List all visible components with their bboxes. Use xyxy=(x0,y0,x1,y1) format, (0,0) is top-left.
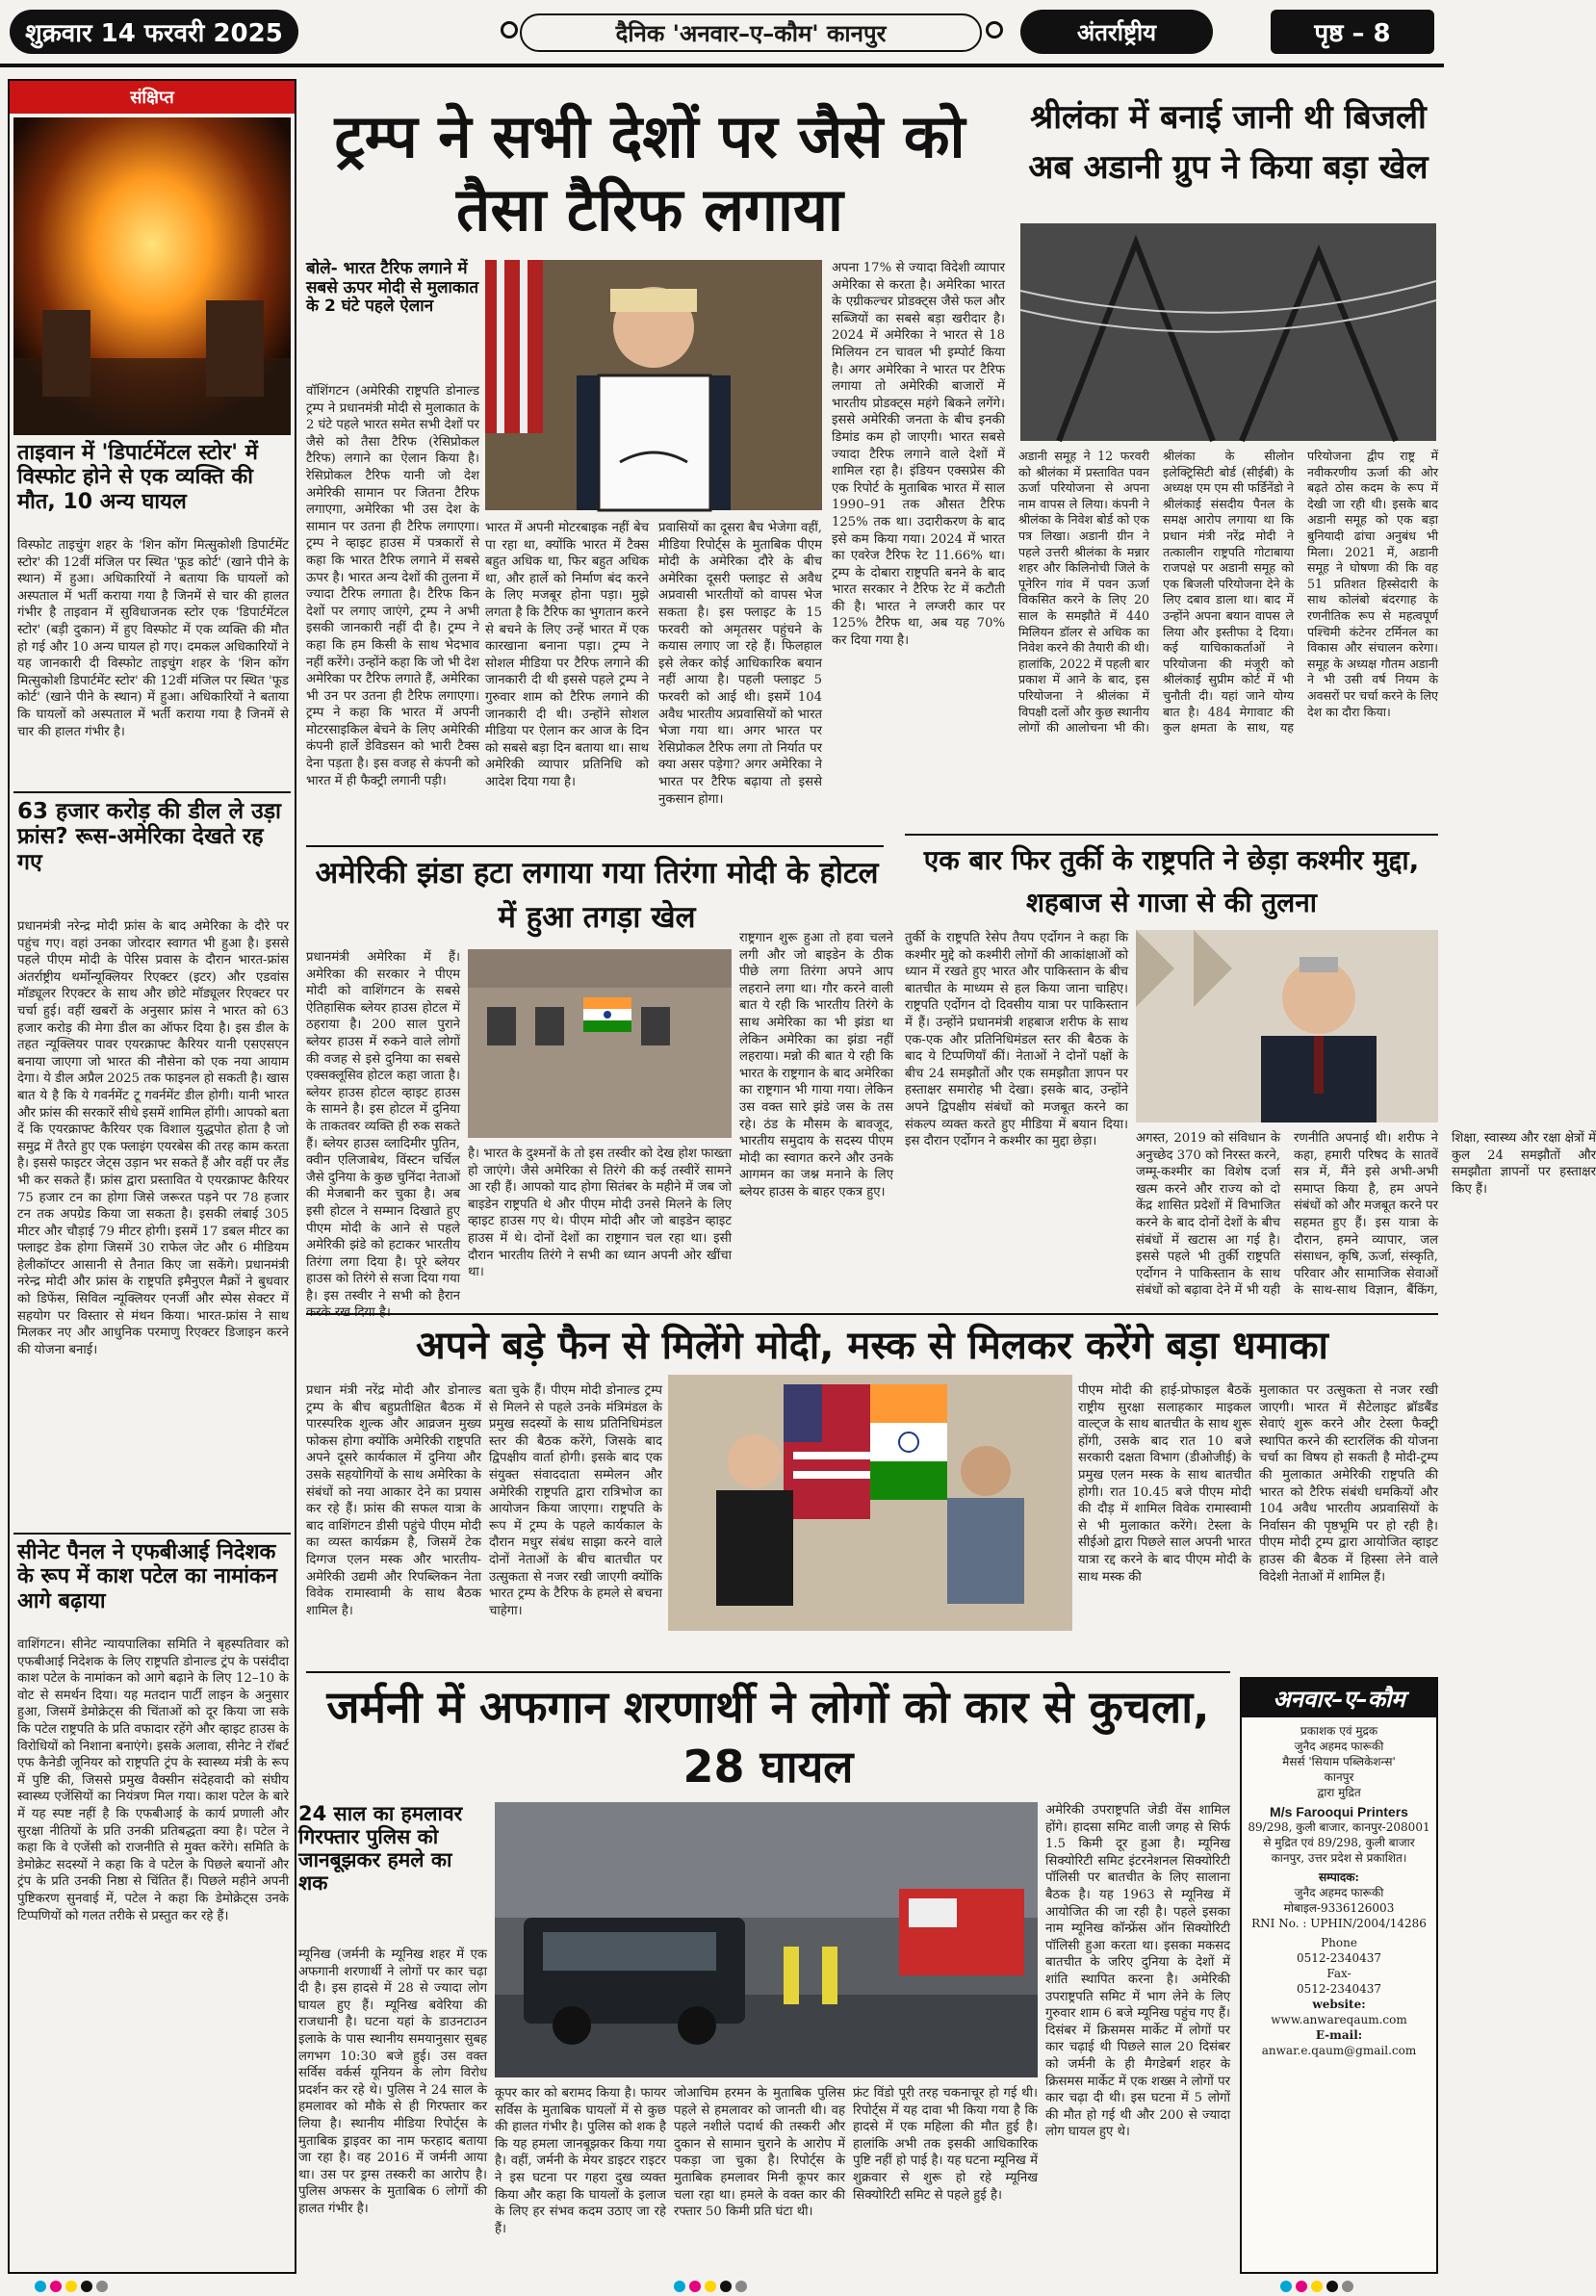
tiranga-col-1: प्रधानमंत्री अमेरिका में हैं। अमेरिका की सरकार ने पीएम मोदी को वाशिंगटन के सबसे ऐतिहासिक ब्लेयर हाउस होटल में ठहराया है। 200 साल पुराने ब्लेयर हाउस में रुकने वाले लोगों की वजह से इसे दुनिया का सबसे एक्सक्लूसिव होटल कहा जाता है। ब्लेयर हाउस होटल व्हाइट हाउस के सामने है। इस होटल में दुनिया के ताकतवर व्यक्ति ही रुक सकते हैं। ब्लेयर हाउस व्लादिमीर पुतिन, क्वीन एलिजाबेथ, विंस्टन चर्चिल जैसे दुनिया के कुछ चुनिंदा नेताओं की मेजबानी कर चुका है। अब इसी होटल ने सम्मान दिखाते हुए पीएम मोदी के आने से पहले अमेरिकी झंडे को हटाकर भारतीय तिरंगा लगा दिया है। पूरे ब्लेयर हाउस को तिरंगे से सजा दिया गया है। इस तस्वीर ने सभी को हैरान xyxy=(306,950,461,1303)
issue-date: शुक्रवार 14 फरवरी 2025 xyxy=(10,10,298,54)
germany-col-5: अमेरिकी उपराष्ट्रपति जेडी वेंस शामिल होंगे। हादसा समिट वाली जगह से सिर्फ 1.5 किमी दूर हुआ है। म्यूनिख सिक्योरिटी समिट इंटरनेशनल सिक्योरिटी पॉलिसी पर बातचीत के लिए सालाना बैठक है। यह 1963 से म्यूनिख में आयोजित की जा रही है। पहले इसका नाम म्यूनिख कॉन्फ्रेंस ऑन सिक्योरिटी पॉलिसी हुआ करता था। इसका मकसद बातचीत के जरिए दुनिया के देशों में शांति स्थापित करना है। अमेरिकी उपराष्ट्रपति समिट में भाग लेने के लिए गुरुवार शाम 6 बजे म्यूनिख पहुंच गए हैं। दिसंबर में क्रिसमस मार्केट में लोगों पर कार चढ़ाई थी पिछले साल 20 दिसंबर को जर्मनी के ही मैगडेबर्ग शहर के क्रिसमस मार्केट में एक शख्स ने लोगों पर कार चढ़ा दी थी। इस घटना में 5 लोगों की मौत हो गई थी और 200 से ज्यादा लोग घायल हुए थे। xyxy=(1045,1803,1230,2140)
germany-col-1: म्यूनिख (जर्मनी के म्यूनिख शहर में एक अफगानी शरणार्थी ने लोगों पर कार चढ़ा दी है। इस हादसे में 28 से ज्यादा लोग घायल हुए हैं। म्यूनिख बवेरिया की राजधानी है। घटना यहां के डाउनटाउन इलाके के पास स्थानीय समयानुसार सुबह लगभग 10:30 बजे हुई। उस वक्त सर्विस वर्कर्स यूनियन के लोग विरोध प्रदर्शन कर रहे थे। पुलिस ने 24 साल के हमलावर को मौके से ही गिरफ्तार कर लिया है। स्थानीय मीडिया रिपोर्ट्स के मुताबिक ड्राइवर का नाम फरहाद बताया जा रहा है। वह 2016 में जर्मनी आया था। उस पर ड्रग्स तस्करी का आरोप है। पुलिस अफसर के मुताबिक 6 लोगों की हालत गंभीर है। xyxy=(298,1948,487,2216)
adani-headline: श्रीलंका में बनाई जानी थी बिजली अब अडानी ग्रुप ने किया बड़ा खेल xyxy=(1028,98,1429,187)
turkey-col-2: अगस्त, 2019 को संविधान के अनुच्छेद 370 को निरस्त करने, जम्मू-कश्मीर का विशेष दर्जा खत्म करने और राज्य को दो केंद्र शासित प्रदेशों में विभाजित करने के बाद दोनों देशों के बीच संबंधों में खटास आ गई है। इससे पहले भी तुर्की राष्ट्रपति एर्दोगन ने पाकिस्तान के साथ संबंधों को बढ़ावा देने में भी यही रणनीति अपनाई थी। शरीफ ने कहा, हमारी परिषद के सातवें सत्र में, मैंने इसे अभी-अभी समाप्त किया है, हम अपने संबंधों को और मजबूत करने पर सहमत हुए हैं। इस यात्रा के दौरान, हमने व्यापार, जल संसाधन, कृषि, ऊर्जा, संस्कृति, परिवार और सामाजिक सेवाओं के साथ-साथ विज्ञान, बैंकिंग, शिक्षा, स्वास्थ्य और रक्षा क्षेत्रों में कुल 24 समझौतों और समझौता ज्ञापनों पर हस्ताक्षर किए हैं। xyxy=(1136,1131,1596,1299)
imprint-address: 89/298, कुली बाजार, कानपुर-208001 से मुद्रित एवं 89/298, कुली बाजार कानपुर, उत्तर प्रदेश से प्रकाशित। xyxy=(1248,1820,1430,1865)
brief-1-title: ताइवान में 'डिपार्टमेंटल स्टोर' में विस्फोट होने से एक व्यक्ति की मौत, 10 अन्य घायल xyxy=(17,441,258,514)
imprint-line: जुनैद अहमद फारूकी xyxy=(1294,1740,1384,1753)
imprint-note xyxy=(1045,2208,1236,2274)
turkey-col-1: तुर्की के राष्ट्रपति रेसेप तैयप एर्दोगन ने कहा कि कश्मीर मुद्दे को कश्मीरी लोगों की आकांक्षाओं को ध्यान में रखते हुए भारत और पाकिस्तान के बीच बातचीत के माध्यम से हल किया जाना चाहिए। राष्ट्रपति एर्दोगन दो दिवसीय यात्रा पर पाकिस्तान में हैं। उन्होंने प्रधानमंत्री शहबाज शरीफ के साथ एक-एक और प्रतिनिधिमंडल स्तर की बैठक के बाद ये टिप्पणियाँ कीं। नेताओं ने दोनों पक्षों के बीच 24 समझौतों और एक समझौता ज्ञापन पर हस्ताक्षर समारोह भी देखा। इसके बाद, उन्होंने अपने द्विपक्षीय संबंधों को मजबूत करने का संकल्प व्यक्त करते हुए मीडिया में बयान दिया। इस दौरान एर्दोगन ने कश्मीर का मुद्दा छेड़ा। xyxy=(905,931,1128,1149)
musk-col-2a: बता चुके हैं। पीएम मोदी डोनाल्ड ट्रम्प से मिलने से पहले उनके मंत्रिमंडल के प्रमुख सदस्यों के साथ प्रतिनिधिमंडल स्तर की बैठक करेंगे, जिसके बाद द्विपक्षीय वार्ता होगी। इसके बाद एक संयुक्त संवाददाता सम्मेलन और अमेरिकी राष्ट्रपति द्वारा रात्रिभोज का आयोजन किया जाएगा। राष्ट्रपति के रूप में ट्रम्प के पहले कार्यकाल के दौरान मधुर संबंध साझा करने वाले दोनों नेताओं के बीच बातचीत पर उत्सुकता से नजर रखी जाएगी क्योंकि भारत ट्रम्प के टैरिफ के हमले से बचना चाहेगा। xyxy=(489,1383,662,1618)
divider xyxy=(905,834,1438,836)
brief-3-body: वाशिंगटन। सीनेट न्यायपालिका समिति ने बृहस्पतिवार को एफबीआई निदेशक के लिए राष्ट्रपति डोनाल्ड ट्रंप के पसंदीदा काश पटेल के नामांकन को आगे बढ़ाने के लिए 12–10 के वोट से समर्थन दिया। यह मतदान पार्टी लाइन के अनुसार हुआ, जिसमें डेमोक्रेट्स की चिंताओं को दूर किया जा सके कि पटेल राष्ट्रपति के प्रति वफादार रहेंगे और व्हाइट हाउस के विरोधियों को निशाना बनाएंगे। इसके अलावा, सीनेट ने रॉबर्ट एफ कैनेडी जूनियर को राष्ट्रपति ट्रंप के स्वास्थ्य मंत्री के रूप में पुष्टि की, जिससे प्रमुख वैक्सीन संदेहवादी को संघीय स्वास्थ्य एजेंसियों का नियंत्रण मिल गया। काश पटेल के बारे में यह स्पष्ट नहीं है कि एफबीआई के कार्य प्रणाली और सुरक्षा नीतियों के प्रति उनकी प्रतिबद्धता क्या है। पटेल ने कहा कि वे एजेंसी को राजनीति से मुक्त करेंगे। समिति के डेमोक्रेट सदस्यों ने कहा कि वे पटेल के पिछले बयानों और ट्रंप के प्रति उनकी निष्ठा से चिंतित हैं। पिछले महीने अपनी पुष्टिकरण सुनवाई में, पटेल ने कहा कि डेमोक्रेट्स उनके टिप्पणियों को गलत तरीके से प्रस्तुत कर रहे हैं। xyxy=(17,1638,289,1923)
divider xyxy=(306,845,884,847)
brief-column xyxy=(8,79,296,2274)
imprint-text xyxy=(1248,1723,1430,2058)
imprint-box xyxy=(1240,1677,1438,2274)
adani-body: अडानी समूह ने 12 फरवरी को श्रीलंका में प्रस्तावित पवन ऊर्जा परियोजना से अपना नाम वापस ले लिया। कंपनी ने श्रीलंका के निवेश बोर्ड को एक पत्र लिखा। अडानी ग्रीन ने पहले उत्तरी श्रीलंका के मन्नार शहर और किलिनोची जिले के पूनेरिन गांव में पवन ऊर्जा विकसित करने के लिए 20 साल के समझौते में 440 मिलियन डॉलर से अधिक का निवेश करने की तैयारी की थी। हालांकि, 2022 में पहली बार प्रकाश में आने के बाद, इस परियोजना ने श्रीलंका में विपक्षी दलों और कुछ स्थानीय लोगों की आलोचना भी की। श्रीलंका के सीलोन इलेक्ट्रिसिटी बोर्ड (सीईबी) के अध्यक्ष एम एम सी फर्डिनेंडो ने श्रीलंकाई संसदीय पैनल के समक्ष आरोप लगाया था कि प्रधान मंत्री नरेंद्र मोदी ने तत्कालीन राष्ट्रपति गोटाबाया राजपक्षे पर अडानी समूह को एक बिजली परियोजना देने के लिए दबाव डाला था। बाद में उन्होंने अपना बयान वापस ले लिया और इस्तीफा दे दिया। कई याचिकाकर्ताओं ने परियोजना की मंजूरी को श्रीलंकाई सुप्रीम कोर्ट में भी चुनौती दी। यहां जाने योग्य बात है। 484 मेगावाट की कुल क्षमता के साथ, यह परियोजना द्वीप राष्ट्र में नवीकरणीय ऊर्जा की ओर बढ़ते ठोस कदम के रूप में देखी जा रही थी। इसके बाद अडानी समूह को एक बड़ा बुनियादी ढांचा अनुबंध भी मिला। 2021 में, अडानी समूह ने घोषणा की कि वह 51 प्रतिशत हिस्सेदारी के साथ कोलंबो बंदरगाह के रणनीतिक रूप से महत्वपूर्ण पश्चिमी कंटेनर टर्मिनल का विकास और संचालन करेगा। समूह के अध्यक्ष गौतम अडानी ने भी उसी वर्ष नियम के अवसरों पर चर्चा करने के लिए देश का दौरा किया। xyxy=(1018,449,1438,735)
divider xyxy=(306,1671,1230,1673)
turkey-headline: एक बार फिर तुर्की के राष्ट्रपति ने छेड़ा कश्मीर मुद्दा, शहबाज से गाजा से की तुलना xyxy=(923,844,1420,918)
musk-col-3: पीएम मोदी की हाई-प्रोफाइल बैठकें राष्ट्रीय सुरक्षा सलाहकार माइकल वाल्ट्ज के साथ बातचीत के साथ शुरू होंगी, उसके बाद रात 10 बजे सरकारी दक्षता विभाग (डीओजीई) के प्रमुख एलन मस्क के साथ बातचीत होगी। रात 10.45 बजे पीएम मोदी की दौड़ में शामिल विवेक रामास्वामी से भी मुलाकात करेंगे। टेस्ला के सीईओ द्वारा पिछले साल अपनी भारत यात्रा रद्द करने के बाद पीएम मोदी के साथ मस्क की xyxy=(1078,1383,1251,1585)
imprint-line: प्रकाशक एवं मुद्रक xyxy=(1300,1724,1378,1738)
editor-name: जुनैद अहमद फारूकी xyxy=(1294,1886,1384,1899)
tiranga-col-3: राष्ट्रगान शुरू हुआ तो हवा चलने लगी और जो बाइडेन के ठीक पीछे लगा तिरंगा अपने आप लहराने लगा था। गौर करने वाली बात ये रही कि भारतीय तिरंगे के साथ अमेरिका का भी झंडा था लेकिन अमेरिका का झंडा नहीं लहराया। मन्नो की बात ये रही कि भारत के राष्ट्रगान के बाद अमेरिका का राष्ट्रगान भी गाया गया। लेकिन उस वक्त सारे झंडे जस के तस रहे। ठंड के मौसम के बावजूद, भारतीय समुदाय के सदस्य पीएम मोदी का स्वागत करने और उनके आगमन का जश्न मनाने के लिए ब्लेयर हाउस के बाहर एकत्र हुए। xyxy=(739,931,893,1200)
germany-subhead: 24 साल का हमलावर गिरफ्तार पुलिस को जानबूझकर हमले का शक xyxy=(298,1802,463,1896)
tiranga-headline: अमेरिकी झंडा हटा लगाया गया तिरंगा मोदी के होटल में हुआ तगड़ा खेल xyxy=(315,856,879,935)
trump-col-4: अपना 17% से ज्यादा विदेशी व्यापार अमेरिका से करता है। अमेरिका भारत के एग्रीकल्चर प्रोडक्ट्स जैसे फल और सब्जियों का सबसे बड़ा खरीदार है। 2024 में अमेरिका ने भारत से 18 मिलियन टन चावल भी इम्पोर्ट किया है। अगर अमेरिका ने भारत पर टैरिफ लगाया तो अमेरिकी बाजारों में भारतीय प्रोडक्ट्स महंगे बिकने लगेंगे। इससे अमेरिकी जनता के बीच इनकी डिमांड कम हो जाएगी। भारत सबसे ज्यादा टैरिफ लगाने वाले देशों में शामिल रहा है। इंडियन एक्सप्रेस की एक रिपोर्ट के मुताबिक भारत में साल 1990–91 तक औसत टैरिफ 125% तक था। उदारीकरण के बाद इसे कम किया गया। 2024 में भारत का एवरेज टैरिफ रेट 11.66% था। ट्रम्प के दोबारा राष्ट्रपति बनने के बाद भारत सरकार ने टैरिफ रेट में कटौती की है। भारत ने लग्जरी कार पर 125% टैरिफ था, अब यह 70% कर दिया गया है। xyxy=(832,261,1005,649)
musk-headline: अपने बड़े फैन से मिलेंगे मोदी, मस्क से मिलकर करेंगे बड़ा धमाका xyxy=(416,1324,1328,1368)
imprint-line: कानपुर xyxy=(1324,1770,1354,1784)
registration-marks xyxy=(35,2278,150,2293)
imprint-line: द्वारा मुद्रित xyxy=(1317,1786,1361,1799)
section-name: अंतर्राष्ट्रीय xyxy=(1020,10,1213,54)
trump-col-1: वॉशिंगटन (अमेरिकी राष्ट्रपति डोनाल्ड ट्रम्प ने प्रधानमंत्री मोदी से मुलाकात के 2 घंटे पहले भारत समेत सभी देशों पर जैसे को तैसा टैरिफ (रेसिप्रोकल टैरिफ) लगाने का ऐलान किया है। रेसिप्रोकल टैरिफ यानी जो देश अमेरिकी सामान पर जितना टैरिफ लगाएगा, अमेरिका भी उस देश के सामान पर उतना ही टैरिफ लगाएगा। ट्रम्प ने व्हाइट हाउस में पत्रकारों से कहा कि भारत टैरिफ लगाने में सबसे ऊपर है। भारत अन्य देशों की तुलना में ज्यादा टैरिफ लगाता है। टैरिफ किन देशों पर लगाए जाएंगे, ट्रम्प ने अभी इसकी जानकारी नहीं दी है। ट्रम्प ने कहा कि हम किसी के साथ भेदभाव नहीं करेंगे। उन्होंने कहा कि जो भी देश अमेरिका पर टैरिफ लगाते हैं, अमेरिका भी उन पर उतना ही टैरिफ लगाएगा। ट्रम्प ने कहा कि भारत में अपनी मोटरसाइकिल बेचने के लिए अमेरिकी कंपनी हार्ले डेविडसन को भारी टैक्स देना पड़ता है। इस वजह से कंपनी को भारत में ही फैक्ट्री लगानी पड़ी। xyxy=(306,384,479,788)
brief-tag: संक्षिप्त xyxy=(10,81,295,114)
registration-marks xyxy=(674,2278,789,2293)
imprint-line: मैसर्स 'सियाम पब्लिकेशन्स' xyxy=(1282,1755,1396,1768)
divider xyxy=(13,791,291,793)
fax-number: 0512-2340437 xyxy=(1296,1982,1382,1996)
email-link[interactable]: anwar.e.qaum@gmail.com xyxy=(1261,2044,1417,2057)
erdogan-photo xyxy=(1136,930,1438,1122)
tiranga-col-2: है। भारत के दुश्मनों के तो इस तस्वीर को देख होश फाख्ता हो जाएंगे। जैसे अमेरिका से तिरंगे की कई तस्वीरें सामने आ रही हैं। आपको याद होगा सितंबर के महीने में जब जो बाइडेन राष्ट्रपति थे और पीएम मोदी उनसे मिलने के लिए व्हाइट हाउस गए थे। पीएम मोदी और जो बाइडेन व्हाइट हाउस में थे। दोनों देशों का राष्ट्रगान चल रहा था। इसी दौरान भारतीय तिरंगे ने सभी का ध्यान अपनी ओर खींचा था। xyxy=(468,1147,732,1280)
editor-label: सम्पादक: xyxy=(1319,1870,1359,1884)
trump-headline: ट्रम्प ने सभी देशों पर जैसे को तैसा टैरिफ लगाया xyxy=(334,101,965,245)
musk-col-4: मुलाकात पर उत्सुकता से नजर रखी जाएगी। भारत में सैटेलाइट ब्रॉडबैंड सेवाएं शुरू करने और टेस्ला फैक्ट्री स्थापित करने की स्टारलिंक की योजना चर्चा का विषय हो सकती है मोदी-ट्रम्प की मुलाकात अमेरिकी राष्ट्रपति की भारत को टैरिफ संबंधी धमकियों और 104 अवैध भारतीय अप्रवासियों के निर्वासन की पृष्ठभूमि पर हो रही है। पीएम मोदी ट्रम्प द्वारा आयोजित व्हाइट हाउस की बैठक में हिस्सा लेने वाले विदेशी नेताओं में शामिल हैं। xyxy=(1259,1383,1438,1585)
germany-col-2: कूपर कार को बरामद किया है। फायर सर्विस के मुताबिक घायलों में से कुछ की हालत गंभीर है। पुलिस को शक है कि यह हमला जानबूझकर किया गया है। वहीं, जर्मनी के मेयर डाइटर राइटर ने इस घटना पर गहरा दुख व्यक्त किया और कहा कि घायलों के इलाज के लिए हर संभव कदम उठाए जा रहे हैं। xyxy=(495,2086,666,2236)
brief-2-body: प्रधानमंत्री नरेन्द्र मोदी फ्रांस के बाद अमेरिका के दौरे पर पहुंच गए। वहां उनका जोरदार स्वागत भी हुआ है। इससे पहले पीएम मोदी के पेरिस प्रवास के दौरान भारत-फ्रांस अंतर्राष्ट्रीय थर्मोन्यूक्लियर रिएक्टर (इटर) और एडवांस मॉड्यूलर रिएक्टर के साथ और छोटे मॉड्यूलर रिएक्टर पर चर्चा हुई। वहीं खबरों के अनुसार फ्रांस ने भारत को 63 हजार करोड़ की मेगा डील का ऑफर दिया है। इस डील के तहत न्यूक्लियर पावर एयरक्राफ्ट कैरियर यानी एसएसएन बनाया जाएगा जो भारत की नौसेना को एक नया आयाम देगा। ये डील अप्रैल 2025 तक फाइनल हो सकती है। खास बात ये है कि ये गवर्नमेंट टू गवर्नमेंट डील होगी। यानी भारत और फ्रांस की सरकारें सीधे इसमें शामिल होंगी। आपको बता दें कि एयरक्राफ्ट कैरियर एक विशाल युद्धपोत होता है जो समुद्र में तैरते हुए एक फ्लाइंग एयरबेस की तरह काम करता है। इससे फाइटर जेट्स उड़ान भर सकते हैं और वहीं पर लैंड भी कर सकते हैं। फ्रांस द्वारा प्रस्तावित ये एयरक्राफ्ट कैरियर 75 हजार टन का होगा जिसे जरूरत पड़ने पर 78 हजार टन तक अपग्रेड किया जा सकता है। इसकी लंबाई 305 मीटर और चौड़ाई 79 मीटर होगी। इसमें 17 डबल मीटर का फ्लाइट डेक होगा जिसमें 30 राफेल जेट और 6 मीडियम हेलीकॉप्टर आसानी से तैनात किए जा सकेंगे। प्रधानमंत्री नरेन्द्र मोदी और फ्रांस के राष्ट्रपति इमैनुएल मैक्रों ने बुधवार को डिफेंस, सिविल न्यूक्लियर एनर्जी और स्पेस सेक्टर में सहयोग पर विस्तार से मंथन किया। भारत-फ्रांस ने साथ मिलकर नए और आधुनिक परमाणु रिएक्टर डिजाइन करने की योजना बनाई। xyxy=(17,919,289,1357)
printer-name: M/s Farooqui Printers xyxy=(1270,1804,1408,1819)
newspaper-name: दैनिक 'अनवार–ए–कौम' कानपुर xyxy=(520,13,982,52)
trump-col-3: प्रवासियों का दूसरा बैच भेजेगा वहीं, मीडिया रिपोर्ट्स के मुताबिक पीएम मोदी के अमेरिका दौरे के बीच अमेरिका दूसरी फ्लाइट से अवैध अप्रवासी भारतीयों को वापस भेज सकता है। इस फ्लाइट के 15 फरवरी को अमृतसर पहुंचने के कयास लगाए जा रहे हैं। फिलहाल इसे लेकर कोई आधिकारिक बयान नहीं आया है। पहली फ्लाइट 5 फरवरी को आई थी। इसमें 104 अवैध भारतीय अप्रवासियों को भारत भेजा गया था। अगर भारत पर रेसिप्रोकल टैरिफ लगा तो निर्यात पर क्या असर पड़ेगा? अगर अमेरिका ने भारत पर टैरिफ बढ़ाया तो इससे नुकसान होगा। xyxy=(658,521,822,807)
blair-house-photo xyxy=(468,949,732,1138)
modi-musk-photo xyxy=(668,1375,1072,1631)
musk-col-2b xyxy=(489,1637,1072,1665)
fax-label: Fax- xyxy=(1326,1967,1351,1980)
explosion-photo xyxy=(13,117,291,435)
trump-photo xyxy=(485,260,822,510)
brief-3-title: सीनेट पैनल ने एफबीआई निदेशक के रूप में काश पटेल का नामांकन आगे बढ़ाया xyxy=(17,1540,278,1613)
germany-headline: जर्मनी में अफगान शरणार्थी ने लोगों को कार से कुचला, 28 घायल xyxy=(326,1681,1210,1793)
imprint-title: अनवार–ए–कौम xyxy=(1242,1679,1436,1717)
musk-col-1: प्रधान मंत्री नरेंद्र मोदी और डोनाल्ड ट्रम्प के बीच बहुप्रतीक्षित बैठक में पारस्परिक शुल्क और आव्रजन मुख्य फोकस होगा क्योंकि अमेरिकी राष्ट्रपति अपने दूसरे कार्यकाल में दुनिया और उसके सहयोगियों के साथ अमेरिका के संबंधों को नया आकार देने का प्रयास कर रहे हैं। फ्रांस की सफल यात्रा के बाद वाशिंगटन डीसी पहुंचे पीएम मोदी का व्यस्त कार्यक्रम है, जिसमें टेक दिग्गज एलन मस्क और भारतीय-अमेरिकी उद्यमी और रिपब्लिकन नेता विवेक रामास्वामी के साथ बैठक शामिल है। xyxy=(306,1383,481,1618)
trump-subhead: बोले- भारत टैरिफ लगाने में सबसे ऊपर मोदी से मुलाकात के 2 घंटे पहले ऐलान xyxy=(306,259,479,317)
registration-marks xyxy=(1280,2278,1396,2293)
brief-2-title: 63 हजार करोड़ की डील ले उड़ा फ्रांस? रूस-अमेरिका देखते रह गए xyxy=(17,799,281,875)
brief-1-body: विस्फोट ताइचुंग शहर के 'शिन कोंग मित्सुकोशी डिपार्टमेंट स्टोर' की 12वीं मंजिल पर स्थित 'फूड कोर्ट' (खाने पीने के स्थान) में हुआ। अधिकारियों ने बताया कि घायलों को अस्पताल में भर्ती कराया गया है जिनमें से चार की हालत गंभीर है ताइवान में सुविधाजनक स्टोर एक 'डिपार्टमेंटल स्टोर' (बड़ी दुकान) में हुए विस्फोट में एक व्यक्ति की मौत हो गई और 10 अन्य घायल हो गए। दमकल अधिकारियों ने यह जानकारी दी विस्फोट ताइचुंग शहर के 'शिन कोंग मित्सुकोशी डिपार्टमेंट स्टोर' की 12वीं मंजिल पर स्थित 'फूड कोर्ट' (खाने पीने के स्थान) में हुआ। अधिकारियों ने बताया कि घायलों को अस्पताल में भर्ती कराया गया है जिनमें से चार की हालत गंभीर है। xyxy=(17,538,289,739)
emblem-icon xyxy=(501,21,518,39)
phone-label: Phone xyxy=(1321,1936,1357,1949)
divider xyxy=(306,1313,1438,1315)
editor-mobile: मोबाइल-9336126003 xyxy=(1283,1901,1395,1915)
website-label: website: xyxy=(1312,1998,1366,2011)
trump-col-2: भारत में अपनी मोटरबाइक नहीं बेच पा रहा था, क्योंकि भारत में टैक्स बहुत अधिक था, फिर बहुत अधिक था, और हार्ले को निर्माण बंद करने के लिए मजबूर होना पड़ा। मुझे लगता है कि टैरिफ का भुगतान करने से बचने के लिए उन्हें भारत में एक कारखाना बनाना पड़ा। ट्रम्प ने सोशल मीडिया पर टैरिफ लगाने की जानकारी दी थी इससे पहले ट्रम्प ने गुरुवार शाम को टैरिफ लगाने की जानकारी दी थी। उन्होंने सोशल मीडिया पर ऐलान कर आज के दिन को सबसे बड़ा दिन बताया था। साथ अमेरिकी व्यापार प्रतिनिधि को आदेश दिया गया है। xyxy=(485,521,649,789)
rni-number: RNI No. : UPHIN/2004/14286 xyxy=(1251,1917,1427,1930)
germany-col-4: फ्रंट विंडो पूरी तरह चकनाचूर हो गई थी। रिपोर्ट्स में यह दावा भी किया गया है कि हादसे में एक महिला की मौत हुई है। हालांकि अभी तक इसकी आधिकारिक पुष्टि नहीं हो पाई है। यह घटना म्यूनिख में शुक्रवार से शुरू हो रहे म्यूनिख सिक्योरिटी समिट से पहले हुई है। xyxy=(853,2086,1038,2203)
phone-number: 0512-2340437 xyxy=(1296,1951,1382,1965)
munich-photo xyxy=(495,1802,1038,2077)
germany-col-3: जोआचिम हरमन के मुताबिक पुलिस पहले से हमलावर को जानती थी। वह पहले नशीले पदार्थ की तस्करी और दुकान से सामान चुराने के आरोप में पकड़ा जा चुका है। रिपोर्ट्स के मुताबिक हमलावर मिनी कूपर कार चला रहा था। हमले के वक्त कार की रफ्तार 50 किमी प्रति घंटा थी। xyxy=(674,2086,845,2220)
email-label: E-mail: xyxy=(1315,2028,1363,2042)
power-line-photo xyxy=(1020,223,1436,441)
divider xyxy=(13,1533,291,1535)
website-link[interactable]: www.anwareqaum.com xyxy=(1271,2013,1407,2026)
masthead xyxy=(0,0,1444,67)
emblem-icon xyxy=(986,21,1003,39)
page-number: पृष्ठ – 8 xyxy=(1271,10,1434,54)
